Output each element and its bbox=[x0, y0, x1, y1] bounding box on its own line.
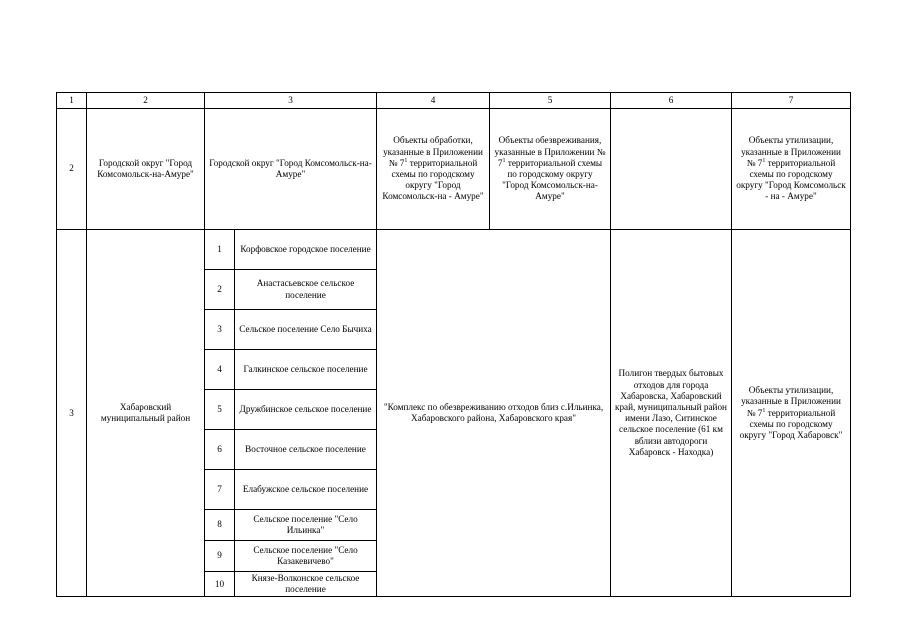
col-num-2: 2 bbox=[87, 93, 205, 109]
neutralization-objects-cell: Объекты обезвреживания, указанные в Приложении № $7^1$ территориальной схемы по городскому округу "Город Комсомольск-на-Амуре" bbox=[490, 109, 611, 230]
settlement-number: 6 bbox=[205, 430, 235, 470]
settlement-name: Дружбинское сельское поселение bbox=[235, 390, 377, 430]
settlement-name: Князе-Волконское сельское поселение bbox=[235, 572, 377, 597]
col-num-6: 6 bbox=[611, 93, 732, 109]
col-num-1: 1 bbox=[57, 93, 87, 109]
settlement-name: Корфовское городское поселение bbox=[235, 230, 377, 270]
disposal-objects-cell bbox=[611, 109, 732, 230]
settlement-number: 7 bbox=[205, 470, 235, 510]
settlement-number: 4 bbox=[205, 350, 235, 390]
col-num-3: 3 bbox=[205, 93, 377, 109]
settlement-name: Восточное сельское поселение bbox=[235, 430, 377, 470]
settlement-name: Сельское поселение Село Бычиха bbox=[235, 310, 377, 350]
col-num-4: 4 bbox=[377, 93, 490, 109]
landfill-cell: Полигон твердых бытовых отходов для города Хабаровска, Хабаровский край, муниципальный район имени Лазо, Ситинское сельское поселение (61 км вблизи автодороги Хабаровск - Находка) bbox=[611, 230, 732, 597]
utilization-objects-cell: Объекты утилизации, указанные в Приложении № $7^1$ территориальной схемы по городскому округу "Город Комсомольск - на - Амуре" bbox=[732, 109, 851, 230]
settlement-name: Галкинское сельское поселение bbox=[235, 350, 377, 390]
settlement-number: 5 bbox=[205, 390, 235, 430]
settlement-number: 2 bbox=[205, 270, 235, 310]
settlement-number: 3 bbox=[205, 310, 235, 350]
row-number: 3 bbox=[57, 230, 87, 597]
settlement-number: 9 bbox=[205, 541, 235, 572]
table-row bbox=[57, 230, 851, 270]
settlement-name: Городской округ "Город Комсомольск-на-Амуре" bbox=[205, 109, 377, 230]
processing-objects-cell: Объекты обработки, указанные в Приложении № $7^1$ территориальной схемы по городскому округу "Город Комсомольск-на - Амуре" bbox=[377, 109, 490, 230]
settlement-name: Сельское поселение "Село Казакевичево" bbox=[235, 541, 377, 572]
column-number-row bbox=[57, 93, 851, 109]
col-num-7: 7 bbox=[732, 93, 851, 109]
district-name: Городской округ "Город Комсомольск-на-Амуре" bbox=[87, 109, 205, 230]
utilization-objects-cell: Объекты утилизации, указанные в Приложении № $7^1$ территориальной схемы по городскому округу "Город Хабаровск" bbox=[732, 230, 851, 597]
settlement-name: Анастасьевское сельское поселение bbox=[235, 270, 377, 310]
district-name: Хабаровский муниципальный район bbox=[87, 230, 205, 597]
col-num-5: 5 bbox=[490, 93, 611, 109]
settlement-number: 8 bbox=[205, 510, 235, 541]
neutralization-complex-cell: "Комплекс по обезвреживанию отходов близ с.Ильинка, Хабаровского района, Хабаровского края" bbox=[377, 230, 611, 597]
settlement-number: 10 bbox=[205, 572, 235, 597]
settlement-name: Елабужское сельское поселение bbox=[235, 470, 377, 510]
territorial-scheme-table bbox=[56, 92, 851, 597]
settlement-number: 1 bbox=[205, 230, 235, 270]
row-number: 2 bbox=[57, 109, 87, 230]
settlement-name: Сельское поселение "Село Ильинка" bbox=[235, 510, 377, 541]
table-row bbox=[57, 109, 851, 230]
